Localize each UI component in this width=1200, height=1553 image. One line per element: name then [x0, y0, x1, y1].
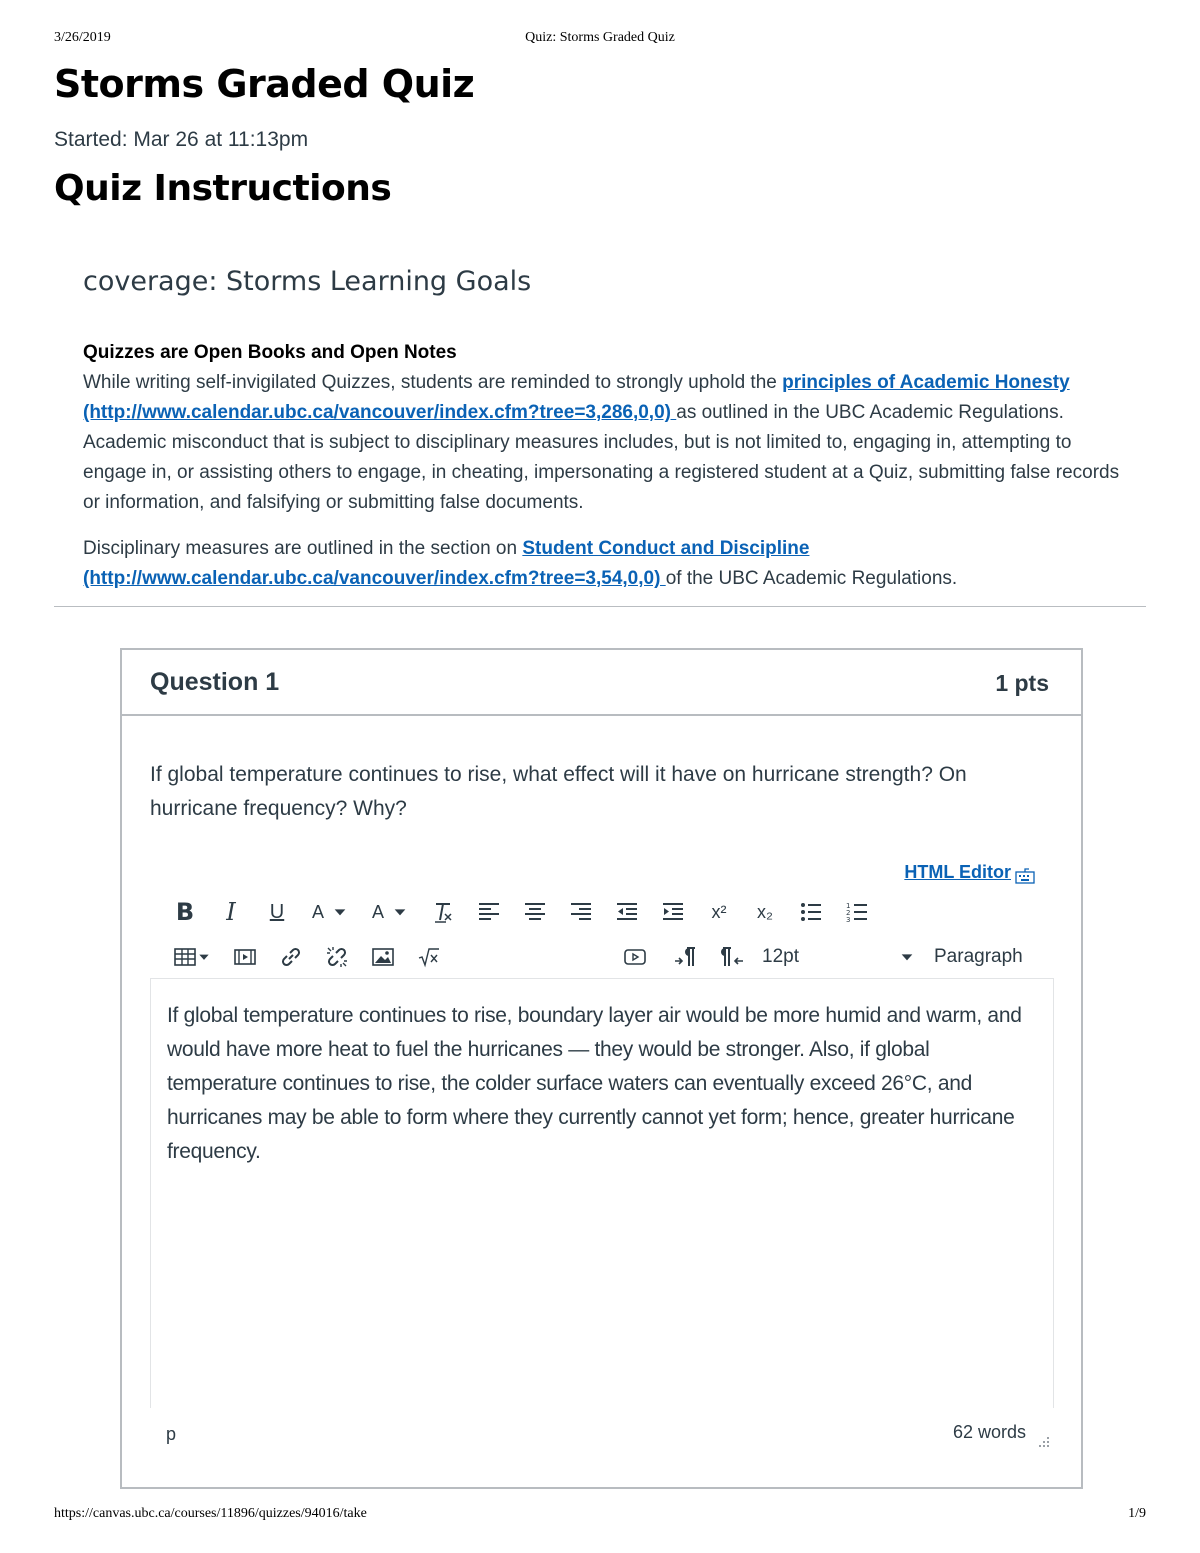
font-size-dropdown[interactable] — [899, 940, 915, 977]
bold-button[interactable] — [162, 895, 208, 929]
chevron-down-icon — [332, 904, 348, 920]
svg-text:1: 1 — [846, 902, 851, 910]
indent-button[interactable] — [650, 895, 696, 929]
bullet-list-icon — [799, 900, 823, 924]
square-root-icon — [417, 945, 441, 969]
indent-icon — [661, 900, 685, 924]
question-points: 1 pts — [995, 670, 1049, 696]
link-button[interactable] — [268, 940, 314, 974]
align-right-button[interactable] — [558, 895, 604, 929]
academic-honesty-link-text: principles of Academic Honesty — [782, 372, 1070, 393]
svg-text:2: 2 — [846, 909, 851, 917]
equation-button[interactable] — [406, 940, 452, 974]
table-button[interactable] — [162, 940, 222, 974]
align-right-icon — [569, 900, 593, 924]
unlink-icon — [325, 945, 349, 969]
word-count: 62 words — [952, 1422, 1026, 1442]
outdent-icon — [615, 900, 639, 924]
font-size-select[interactable]: 12pt — [762, 946, 799, 967]
print-header — [54, 30, 1146, 50]
subscript-button[interactable] — [742, 895, 788, 929]
question-title: Question 1 — [150, 668, 280, 696]
background-color-button[interactable] — [360, 895, 420, 929]
unlink-button[interactable] — [314, 940, 360, 974]
editor-status-bar — [150, 1408, 1054, 1458]
underline-button[interactable] — [254, 895, 300, 929]
para1-before: While writing self-invigilated Quizzes, students are reminded to strongly uphold the — [83, 372, 783, 393]
text-color-icon: A — [311, 901, 324, 922]
text-color-button[interactable] — [300, 895, 360, 929]
para2-after: of the UBC Academic Regulations. — [665, 568, 958, 589]
answer-text[interactable]: If global temperature continues to rise, boundary layer air would be more humid and warm, and would have more heat to fuel the hurricanes — they would be stronger. Also, if global temperature continues to rise, the colder surface waters can eventually exceed 26°C, and hurricanes may be able to form where they currently cannot yet form; hence, greater hurricane frequency. — [167, 1004, 1022, 1163]
editor-toolbar-row-2 — [162, 940, 1053, 974]
print-date: 3/26/2019 — [54, 30, 111, 45]
rtl-button[interactable] — [710, 940, 756, 974]
link-icon — [279, 945, 303, 969]
bullet-list-button[interactable] — [788, 895, 834, 929]
image-button[interactable] — [360, 940, 406, 974]
block-format-select[interactable]: Paragraph — [934, 946, 1023, 967]
html-editor-link[interactable] — [904, 862, 1011, 883]
keyboard-icon — [1015, 868, 1035, 884]
clear-formatting-button[interactable] — [420, 895, 466, 929]
print-footer — [54, 1506, 1146, 1526]
resize-grip-icon[interactable] — [1038, 1436, 1050, 1448]
chevron-down-icon — [197, 950, 211, 964]
academic-honesty-link-url: (http://www.calendar.ubc.ca/vancouver/index.cfm?tree=3,286,0,0) — [83, 402, 677, 423]
instructions-heading: Quiz Instructions — [54, 168, 392, 209]
html-editor-label: HTML Editor — [904, 862, 1011, 882]
superscript-button[interactable] — [696, 895, 742, 929]
print-title: Quiz: Storms Graded Quiz — [525, 30, 675, 45]
background-color-icon: A — [371, 901, 384, 922]
svg-text:3: 3 — [846, 916, 851, 924]
underline-icon: U — [269, 900, 285, 923]
align-center-button[interactable] — [512, 895, 558, 929]
outdent-button[interactable] — [604, 895, 650, 929]
clear-formatting-icon — [431, 900, 455, 924]
started-time: Started: Mar 26 at 11:13pm — [54, 128, 309, 151]
editor-toolbar-row-1 — [162, 895, 880, 929]
superscript-icon: x² — [711, 901, 727, 922]
align-left-icon — [477, 900, 501, 924]
ltr-button[interactable] — [662, 940, 708, 974]
page-title: Storms Graded Quiz — [54, 62, 475, 106]
section-divider — [54, 606, 1146, 607]
disciplinary-paragraph — [83, 534, 1128, 594]
open-books-heading: Quizzes are Open Books and Open Notes — [83, 342, 457, 363]
question-text: If global temperature continues to rise, what effect will it have on hurricane strength? On hurricane frequency? Why? — [150, 763, 967, 820]
para1-after: as outlined in the UBC Academic Regulations. Academic misconduct that is subject to disciplinary measures includes, but is not limited to, engaging in, attempting to engage in, or assisting others to engage, in cheating, impersonating a registered student at a Quiz, submitting false records or information, and falsifying or submitting false documents. — [83, 402, 1120, 513]
bold-icon: B — [175, 898, 195, 926]
instructions-body — [83, 338, 1128, 594]
embed-media-button[interactable] — [612, 940, 658, 974]
element-path[interactable]: p — [166, 1424, 177, 1444]
film-icon — [233, 945, 257, 969]
numbered-list-icon — [845, 900, 869, 924]
print-page-number: 1/9 — [1128, 1506, 1146, 1521]
rtl-paragraph-icon — [721, 945, 745, 969]
question-header — [122, 650, 1081, 716]
ltr-paragraph-icon — [673, 945, 697, 969]
academic-honesty-paragraph — [83, 368, 1128, 518]
align-left-button[interactable] — [466, 895, 512, 929]
numbered-list-button[interactable] — [834, 895, 880, 929]
italic-button[interactable] — [208, 895, 254, 929]
table-icon — [173, 945, 197, 969]
para2-before: Disciplinary measures are outlined in the section on — [83, 538, 523, 559]
answer-editor[interactable] — [150, 978, 1054, 1408]
student-conduct-link-url: (http://www.calendar.ubc.ca/vancouver/index.cfm?tree=3,54,0,0) — [83, 568, 666, 589]
italic-icon: I — [226, 898, 236, 926]
chevron-down-icon — [392, 904, 408, 920]
student-conduct-link-text: Student Conduct and Discipline — [522, 538, 810, 559]
subscript-icon: x₂ — [757, 901, 773, 922]
image-icon — [371, 945, 395, 969]
coverage-heading: coverage: Storms Learning Goals — [83, 266, 532, 297]
print-url: https://canvas.ubc.ca/courses/11896/quizzes/94016/take — [54, 1506, 367, 1521]
media-button[interactable] — [222, 940, 268, 974]
align-center-icon — [523, 900, 547, 924]
question-card — [120, 648, 1083, 1489]
chevron-down-icon — [899, 949, 915, 965]
play-icon — [623, 945, 647, 969]
